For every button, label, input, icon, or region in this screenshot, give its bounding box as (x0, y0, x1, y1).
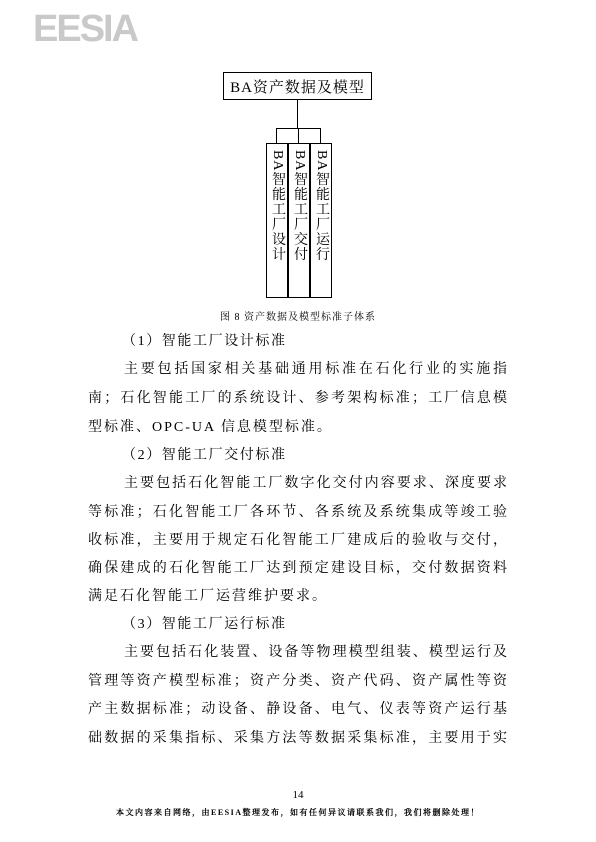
paragraph-line: 型标准、OPC-UA 信息模型标准。 (88, 420, 333, 435)
page-number: 14 (292, 789, 304, 801)
connector-branch-1 (276, 128, 277, 143)
paragraph-line: 主要包括石化智能工厂数字化交付内容要求、深度要求 (124, 476, 508, 491)
paragraph-line: 确保建成的石化智能工厂达到预定建设目标，交付数据资料 (88, 561, 508, 576)
diagram-node-design: BA智能工厂设计 (266, 143, 288, 298)
paragraph-line: 南；石化智能工厂的系统设计、参考架构标准；工厂信息模 (88, 391, 508, 406)
paragraph-line: 主要包括石化装置、设备等物理模型组装、模型运行及 (124, 645, 508, 660)
paragraph-line: 收标准，主要用于规定石化智能工厂建成后的验收与交付， (88, 533, 508, 548)
eesia-logo: EESIA (33, 8, 138, 50)
section-heading: （3）智能工厂运行标准 (122, 617, 287, 632)
diagram-node-operation: BA智能工厂运行 (310, 143, 332, 298)
connector-branch-3 (320, 128, 321, 143)
section-heading: （2）智能工厂交付标准 (122, 448, 287, 463)
figure-caption: 图 8 资产数据及模型标准子体系 (220, 312, 376, 323)
connector-branch-2 (298, 128, 299, 143)
paragraph-line: 产主数据标准；动设备、静设备、电气、仪表等资产运行基 (88, 702, 508, 717)
paragraph-line: 管理等资产模型标准；资产分类、资产代码、资产属性等资 (88, 674, 508, 689)
paragraph-line: 主要包括国家相关基础通用标准在石化行业的实施指 (124, 362, 508, 377)
paragraph-line: 等标准；石化智能工厂各环节、各系统及系统集成等竣工验 (88, 505, 508, 520)
paragraph-line: 础数据的采集指标、采集方法等数据采集标准，主要用于实 (88, 731, 508, 746)
footer-disclaimer: 本文内容来自网络，由EESIA整理发布，如有任何异议请联系我们，我们将删除处理！ (115, 808, 480, 817)
diagram-root-node: BA资产数据及模型 (223, 72, 372, 100)
section-heading: （1）智能工厂设计标准 (122, 334, 287, 349)
paragraph-line: 满足石化智能工厂运营维护要求。 (88, 589, 328, 604)
connector-trunk (297, 100, 298, 128)
diagram-node-delivery: BA智能工厂交付 (288, 143, 310, 298)
